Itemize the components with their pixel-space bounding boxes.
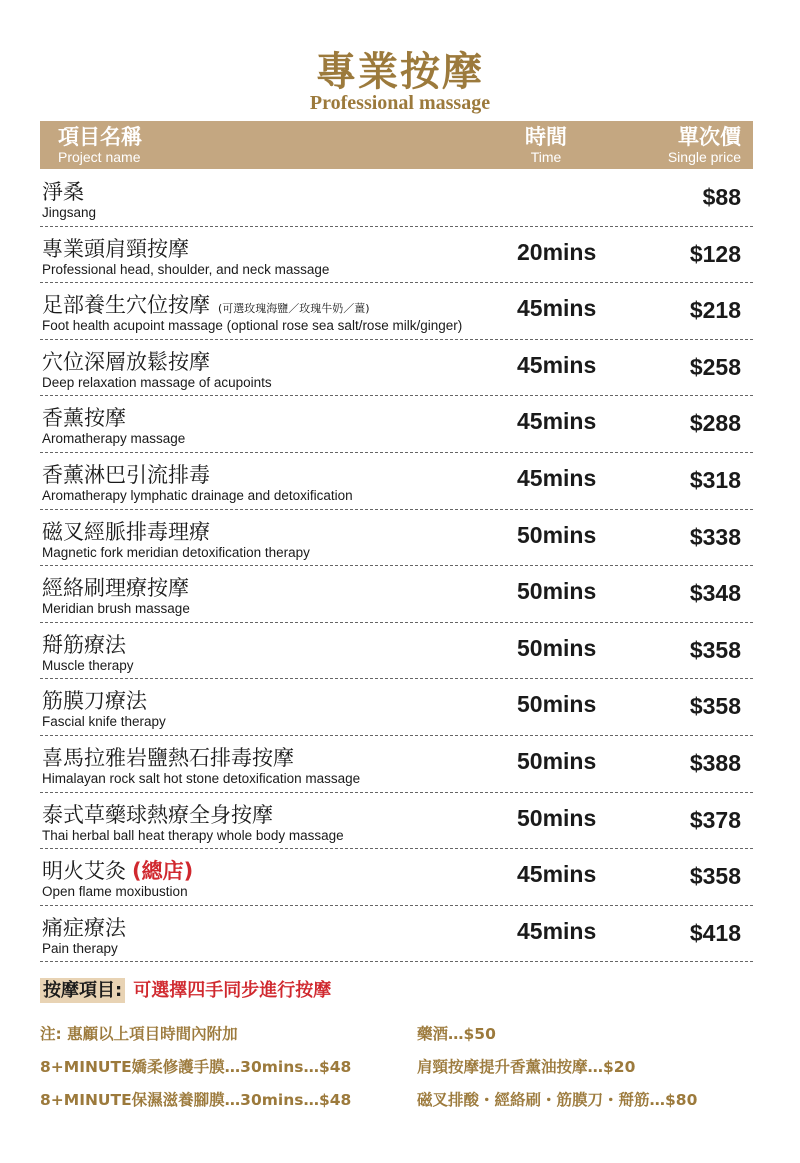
add-on-foot-mask: 8+MINUTE保濕滋養腳膜…30mins…$48	[40, 1091, 352, 1109]
item-name-zh	[42, 916, 126, 940]
menu-row	[40, 906, 753, 963]
item-name-zh-text: 經絡刷理療按摩	[42, 576, 189, 601]
header-name-en: Project name	[58, 149, 141, 165]
item-price: $378	[689, 806, 741, 833]
item-time: 50mins	[517, 521, 597, 548]
item-name-zh	[42, 237, 189, 261]
item-price: $388	[689, 749, 741, 776]
item-name-zh	[42, 180, 84, 204]
header-price	[668, 125, 741, 165]
item-time: 45mins	[517, 351, 597, 378]
item-name-zh	[42, 520, 210, 544]
item-name-zh	[42, 576, 189, 600]
item-name-zh-text: 痛症療法	[42, 915, 126, 940]
header-time	[525, 125, 567, 165]
add-on-medicinal-wine: 藥酒…$50	[417, 1025, 496, 1043]
item-name-zh	[42, 803, 273, 827]
menu-table	[40, 170, 753, 962]
item-name-zh	[42, 859, 193, 883]
item-name-en: Aromatherapy lymphatic drainage and detoxification	[42, 487, 353, 503]
table-header	[40, 121, 753, 169]
option-text: 可選擇四手同步進行按摩	[133, 980, 332, 1001]
item-price: $358	[689, 693, 741, 720]
menu-row	[40, 736, 753, 793]
item-time: 50mins	[517, 634, 597, 661]
four-hands-option	[40, 976, 331, 1002]
item-name-en: Thai herbal ball heat therapy whole body massage	[42, 827, 344, 843]
item-price: $218	[689, 297, 741, 324]
page-subtitle: Professional massage	[309, 92, 491, 114]
item-name-zh-text: 磁叉經脈排毒理療	[42, 519, 210, 544]
item-name-zh	[42, 633, 126, 657]
menu-row	[40, 453, 753, 510]
item-name-zh-text: 專業頭肩頸按摩	[42, 236, 189, 261]
item-name-zh-text: 泰式草藥球熱療全身按摩	[42, 802, 273, 827]
item-price: $258	[689, 353, 741, 380]
item-name-en: Deep relaxation massage of acupoints	[42, 374, 272, 390]
item-time: 50mins	[517, 578, 597, 605]
item-name-zh	[42, 746, 294, 770]
item-name-zh-text: 筋膜刀療法	[42, 689, 147, 714]
menu-row	[40, 510, 753, 567]
item-time: 45mins	[517, 408, 597, 435]
item-branch-badge: (總店)	[132, 859, 194, 884]
item-price: $318	[689, 466, 741, 493]
header-project-name	[58, 125, 142, 165]
item-time: 45mins	[517, 295, 597, 322]
item-price: $88	[702, 184, 741, 210]
add-on-tools: 磁叉排酸・經絡刷・筋膜刀・搿筋…$80	[417, 1091, 698, 1109]
header-price-en: Single price	[667, 149, 741, 165]
item-name-zh-text: 穴位深層放鬆按摩	[42, 349, 210, 374]
menu-row	[40, 340, 753, 397]
item-name-en: Meridian brush massage	[42, 601, 190, 617]
item-time: 45mins	[517, 861, 597, 888]
page-title: 專業按摩	[316, 48, 484, 95]
item-price: $338	[689, 523, 741, 550]
item-price: $358	[689, 863, 741, 890]
item-name-en: Fascial knife therapy	[42, 714, 166, 730]
header-time-zh: 時間	[525, 125, 567, 149]
menu-row	[40, 679, 753, 736]
header-price-zh: 單次價	[678, 125, 741, 149]
item-name-en: Himalayan rock salt hot stone detoxification massage	[42, 770, 361, 786]
add-on-hand-mask: 8+MINUTE嬌柔修護手膜…30mins…$48	[40, 1058, 352, 1076]
item-name-zh	[42, 350, 210, 374]
item-price: $128	[689, 240, 741, 267]
item-time: 20mins	[517, 238, 597, 265]
menu-row	[40, 566, 753, 623]
item-name-zh-text: 足部養生穴位按摩	[42, 293, 210, 318]
item-name-en: Jingsang	[42, 205, 97, 220]
add-on-note-header: 注: 惠顧以上項目時間內附加	[40, 1025, 238, 1043]
item-name-en: Magnetic fork meridian detoxification therapy	[42, 544, 310, 560]
header-name-zh: 項目名稱	[58, 125, 142, 149]
item-price: $358	[689, 636, 741, 663]
item-name-zh	[42, 463, 210, 487]
header-time-en: Time	[530, 149, 562, 165]
item-name-zh	[42, 293, 370, 321]
item-name-en: Muscle therapy	[42, 657, 134, 673]
menu-row	[40, 170, 753, 227]
item-name-en: Foot health acupoint massage (optional rose sea salt/rose milk/ginger)	[42, 318, 463, 334]
item-name-en: Aromatherapy massage	[42, 431, 186, 447]
item-name-zh-text: 香薰淋巴引流排毒	[42, 462, 210, 487]
item-time: 45mins	[517, 464, 597, 491]
menu-row	[40, 227, 753, 284]
item-name-zh-text: 香薰按摩	[42, 406, 126, 431]
menu-row	[40, 283, 753, 340]
item-name-zh-text: 淨桑	[42, 180, 84, 204]
menu-row	[40, 623, 753, 680]
item-name-zh-text: 搿筋療法	[42, 632, 126, 657]
option-label: 按摩項目:	[40, 978, 125, 1003]
item-price: $348	[689, 580, 741, 607]
item-name-en: Professional head, shoulder, and neck massage	[42, 261, 330, 277]
item-time: 45mins	[517, 917, 597, 944]
item-price: $288	[689, 410, 741, 437]
item-name-en: Pain therapy	[42, 940, 118, 956]
item-name-zh-text: 明火艾灸	[42, 859, 126, 884]
add-on-aroma-oil: 肩頸按摩提升香薰油按摩…$20	[417, 1058, 636, 1076]
item-name-en: Open flame moxibustion	[42, 884, 188, 900]
menu-row	[40, 793, 753, 850]
item-time: 50mins	[517, 691, 597, 718]
menu-row	[40, 849, 753, 906]
item-time: 50mins	[517, 804, 597, 831]
item-price: $418	[689, 919, 741, 946]
item-option-note: (可選玫瑰海鹽／玫瑰牛奶／薑)	[218, 302, 370, 316]
item-name-zh	[42, 406, 126, 430]
item-time: 50mins	[517, 747, 597, 774]
menu-row	[40, 396, 753, 453]
item-name-zh-text: 喜馬拉雅岩鹽熱石排毒按摩	[42, 745, 294, 770]
item-name-zh	[42, 689, 147, 713]
